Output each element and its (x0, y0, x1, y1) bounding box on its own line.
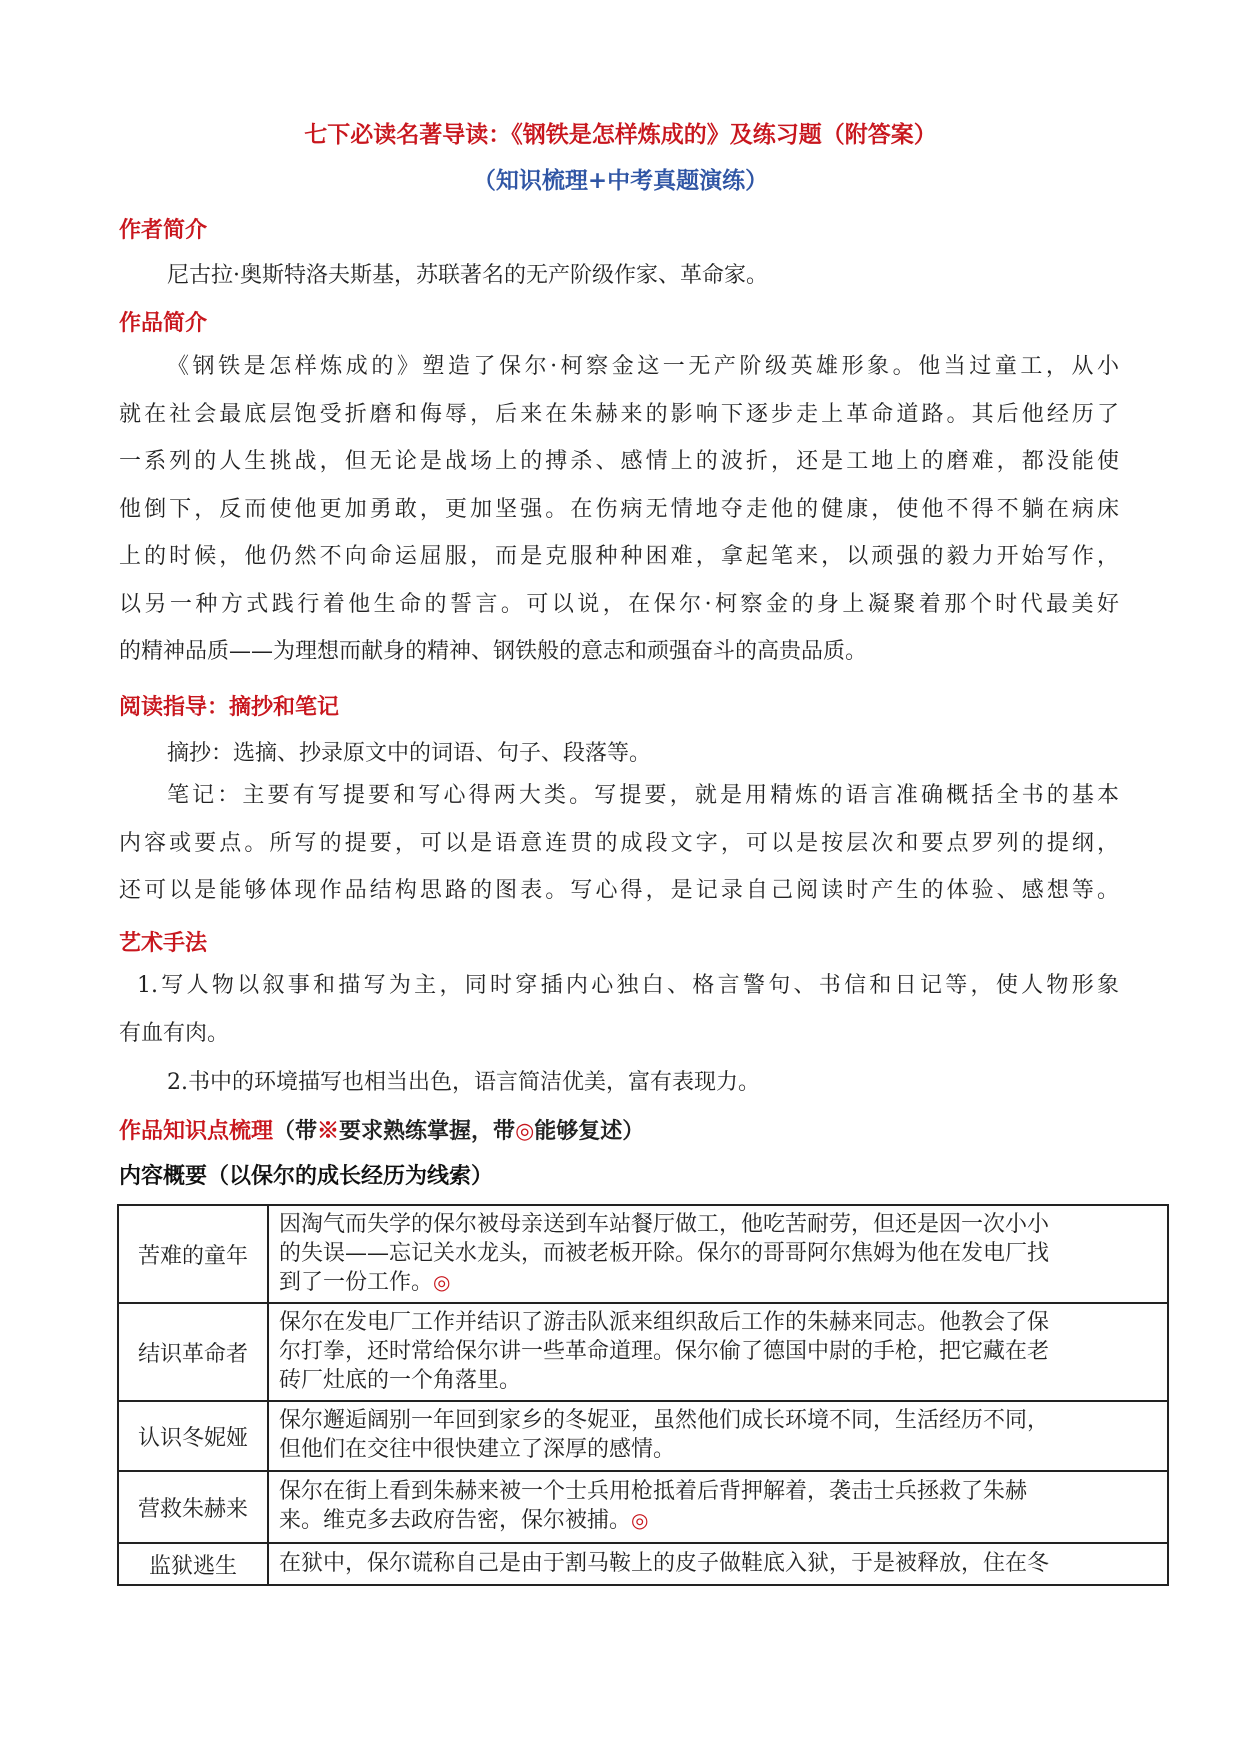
description-line: 保尔在发电厂工作并结识了游击队派来组织敌后工作的朱赫来同志。他教会了保 (279, 1309, 1050, 1335)
paragraph-line: 还可以是能够体现作品结构思路的图表。写心得，是记录自己阅读时产生的体验、感想等。 (119, 878, 1119, 903)
description-line: 的失误——忘记关水龙头，而被老板开除。保尔的哥哥阿尔焦姆为他在发电厂找 (279, 1240, 1050, 1266)
page-title: 七下必读名著导读：《钢铁是怎样炼成的》及练习题（附答案） (304, 121, 937, 148)
paragraph-line: 上的时候，他仍然不向命运屈服，而是克服种种困难，拿起笔来，以顽强的毅力开始写作， (119, 544, 1119, 569)
paragraph-line: 1.写人物以叙事和描写为主，同时穿插内心独白、格言警句、书信和日记等，使人物形象 (137, 973, 1119, 998)
table-row (118, 1471, 1168, 1543)
paragraph-line: 他倒下，反而使他更加勇敢，更加坚强。在伤病无情地夺走他的健康，使他不得不躺在病床 (119, 496, 1119, 522)
paragraph-line: 就在社会最底层饱受折磨和侮辱，后来在朱赫来的影响下逐步走上革命道路。其后他经历了 (119, 401, 1119, 427)
art-item-1 (119, 962, 1119, 1057)
summary-table (117, 1204, 1169, 1586)
description-text: 到了一份工作。 (279, 1269, 434, 1295)
stage-cell: 结识革命者 (118, 1303, 268, 1401)
art-item-2: 2.书中的环境描写也相当出色，语言简洁优美，富有表现力。 (167, 1070, 760, 1095)
paragraph-line: 《钢铁是怎样炼成的》塑造了保尔·柯察金这一无产阶级英雄形象。他当过童工，从小 (167, 354, 1119, 379)
notes-paragraph (119, 772, 1119, 915)
paragraph-line: 以另一种方式践行着他生命的誓言。可以说，在保尔·柯察金的身上凝聚着那个时代最美好 (119, 591, 1119, 617)
knowledge-note-mid: 要求熟练掌握，带 (339, 1118, 516, 1144)
description-cell (268, 1543, 1168, 1585)
table-row (118, 1401, 1168, 1471)
description-line: 砖厂灶底的一个角落里。 (279, 1367, 522, 1393)
description-cell (268, 1205, 1168, 1303)
description-cell (268, 1471, 1168, 1543)
table-row (118, 1543, 1168, 1585)
description-line (279, 1506, 1157, 1535)
stage-cell: 认识冬妮娅 (118, 1401, 268, 1471)
summary-heading: 内容概要（以保尔的成长经历为线索） (119, 1163, 494, 1189)
double-circle-icon: ◎ (433, 1269, 451, 1294)
knowledge-heading-text: 作品知识点梳理 (119, 1118, 274, 1144)
description-line: 保尔邂逅阔别一年回到家乡的冬妮亚，虽然他们成长环境不同，生活经历不同， (279, 1408, 1050, 1433)
description-line: 保尔在街上看到朱赫来被一个士兵用枪抵着后背押解着，袭击士兵拯救了朱赫 (279, 1479, 1028, 1504)
table-row (118, 1303, 1168, 1401)
paragraph-line: 的精神品质——为理想而献身的精神、钢铁般的意志和顽强奋斗的高贵品质。 (119, 639, 868, 664)
excerpt-text: 摘抄：选摘、抄录原文中的词语、句子、段落等。 (167, 741, 652, 766)
author-text: 尼古拉·奥斯特洛夫斯基，苏联著名的无产阶级作家、革命家。 (167, 263, 768, 288)
double-circle-icon: ◎ (515, 1118, 535, 1144)
description-line: 尔打拳，还时常给保尔讲一些革命道理。保尔偷了德国中尉的手枪，把它藏在老 (279, 1338, 1050, 1364)
description-line (279, 1268, 1157, 1297)
knowledge-note-open: （带 (273, 1118, 318, 1144)
stage-cell: 苦难的童年 (118, 1205, 268, 1303)
page-subtitle: （知识梳理+中考真题演练） (472, 167, 769, 194)
description-line: 因淘气而失学的保尔被母亲送到车站餐厅做工，他吃苦耐劳，但还是因一次小小 (279, 1211, 1050, 1237)
section-heading-work: 作品简介 (119, 310, 208, 336)
description-line: 但他们在交往中很快建立了深厚的感情。 (279, 1437, 676, 1462)
stage-cell: 营救朱赫来 (118, 1471, 268, 1543)
section-heading-art: 艺术手法 (119, 930, 208, 956)
description-cell (268, 1303, 1168, 1401)
stage-cell: 监狱逃生 (118, 1543, 268, 1585)
reference-mark-icon: ※ (317, 1118, 340, 1144)
section-heading-knowledge (119, 1115, 644, 1147)
section-heading-author: 作者简介 (119, 217, 208, 243)
paragraph-line: 笔记：主要有写提要和写心得两大类。写提要，就是用精炼的语言准确概括全书的基本 (167, 783, 1119, 808)
paragraph-line: 有血有肉。 (119, 1020, 230, 1046)
section-heading-reading-guide: 阅读指导：摘抄和笔记 (119, 694, 340, 720)
paragraph-line: 一系列的人生挑战，但无论是战场上的搏杀、感情上的波折，还是工地上的磨难，都没能使 (119, 449, 1119, 474)
paragraph-line: 内容或要点。所写的提要，可以是语意连贯的成段文字，可以是按层次和要点罗列的提纲， (119, 830, 1119, 856)
description-cell (268, 1401, 1168, 1471)
work-paragraph (119, 343, 1119, 676)
description-text: 来。维克多去政府告密，保尔被捕。 (279, 1508, 632, 1533)
knowledge-note-close: 能够复述） (534, 1118, 645, 1144)
double-circle-icon: ◎ (631, 1508, 649, 1532)
description-line: 在狱中，保尔谎称自己是由于割马鞍上的皮子做鞋底入狱，于是被释放，住在冬 (279, 1550, 1050, 1576)
table-row (118, 1205, 1168, 1303)
